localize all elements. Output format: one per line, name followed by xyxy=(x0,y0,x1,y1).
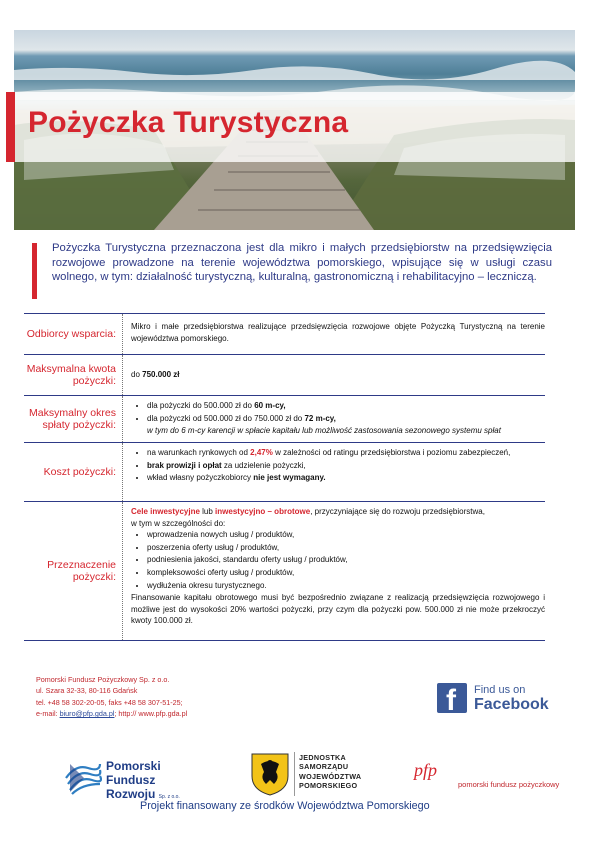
pomorskie-crest-icon xyxy=(250,752,290,796)
logo-divider xyxy=(294,752,295,796)
street-address: ul. Szara 32-33, 80-116 Gdańsk xyxy=(36,686,138,696)
contact-block xyxy=(36,674,187,720)
list-item: • poszerzenia oferty usług / produktów, xyxy=(147,542,545,554)
row-value xyxy=(125,502,545,640)
row-okres xyxy=(24,395,545,442)
page-title: Pożyczka Turystyczna xyxy=(28,106,349,139)
list-item: • kompleksowości oferty usług / produktów, xyxy=(147,567,545,579)
row-label: Przeznaczenie pożyczki: xyxy=(47,558,116,583)
odbiorcy-text: Mikro i małe przedsiębiorstwa realizujące przedsięwzięcia rozwojowe objęte Pożyczką Turystyczną na terenie województwa pomorskiego. xyxy=(131,322,545,343)
row-odbiorcy xyxy=(24,313,545,354)
facebook-f-glyph: f xyxy=(446,684,456,713)
facebook-name[interactable]: Facebook xyxy=(474,696,549,713)
row-przeznaczenie xyxy=(24,501,545,641)
przeznaczenie-intro: w tym w szczególności do: xyxy=(131,518,226,528)
row-label: Odbiorcy wsparcia: xyxy=(26,327,116,340)
pfr-logo-icon xyxy=(64,758,102,796)
row-value xyxy=(125,396,545,442)
koszt-list xyxy=(131,447,545,484)
list-item: • wprowadzenia nowych usług / produktów, xyxy=(147,529,545,541)
list-item: • wkład własny pożyczkobiorcy nie jest wymagany. xyxy=(147,472,545,484)
loan-details-table xyxy=(24,313,545,641)
row-value xyxy=(125,314,545,354)
row-value xyxy=(125,443,545,501)
list-item: • podniesienia jakości, standardu oferty usług / produktów, xyxy=(147,554,545,566)
project-funding-note: Projekt finansowany ze środków Województwa Pomorskiego xyxy=(140,800,430,812)
email-web: e-mail: biuro@pfp.gda.pl; http:// www.pfp.gda.pl xyxy=(36,709,188,719)
row-label: Koszt pożyczki: xyxy=(43,465,116,478)
list-item: • wydłużenia okresu turystycznego. xyxy=(147,580,545,592)
intro-accent-bar xyxy=(32,243,37,299)
phone-fax: tel. +48 58 302-20-05, faks +48 58 307-51-25; xyxy=(36,697,183,707)
intro-text: Pożyczka Turystyczna przeznaczona jest dla mikro i małych przedsiębiorstw na przedsięwzięcia rozwojowe prowadzone na terenie województwa pomorskiego, wpisujące się w usługi czasu wolnego, w tym: działalność turystyczną, kulturalną, gastronomiczną i rehabilitacyjno – leczniczą. xyxy=(52,242,552,284)
okres-note: w tym do 6 m-cy karencji w spłacie kapitału lub możliwość zastosowania sezonowego systemu spłat xyxy=(147,426,501,436)
pfp-name: pomorski fundusz pożyczkowy xyxy=(458,780,560,789)
title-accent-bar xyxy=(6,92,15,162)
przeznaczenie-note: Finansowanie kapitału obrotowego musi być bezpośrednio związane z realizacją przedsięwzięcia rozwojowego i możliwe jest do wysokości 20% wartości pożyczki, przy czym dla pożyczki pow. 500.000 zł nie może przekroczyć kwoty 100.000 zł. xyxy=(131,593,545,626)
row-label: Maksymalny okres spłaty pożyczki: xyxy=(29,406,116,431)
przeznaczenie-lead: Cele inwestycyjne lub inwestycyjno – obrotowe, przyczyniające się do rozwoju przedsiębiorstwa, xyxy=(131,507,485,516)
list-item: • dla pożyczki od 500.000 zł do 750.000 zł do 72 m-cy, xyxy=(147,413,545,425)
row-label: Maksymalna kwota pożyczki: xyxy=(26,362,116,387)
pfr-logo-text: Pomorski Fundusz Rozwoju Sp. z o.o. xyxy=(106,759,180,801)
list-item: • brak prowizji i opłat za udzielenie pożyczki, xyxy=(147,460,545,472)
row-koszt xyxy=(24,442,545,501)
przeznaczenie-list xyxy=(131,529,545,591)
row-kwota xyxy=(24,354,545,395)
kwota-prefix: do xyxy=(131,370,140,380)
website-link[interactable]: www.pfp.gda.pl xyxy=(138,709,188,719)
list-item: • na warunkach rynkowych od 2,47% w zależności od ratingu przedsiębiorstwa i poziomu zabezpieczeń, xyxy=(147,447,545,459)
company-name: Pomorski Fundusz Pożyczkowy Sp. z o.o. xyxy=(36,675,170,684)
kwota-value: 750.000 zł xyxy=(142,370,180,380)
email-link[interactable]: biuro@pfp.gda.pl xyxy=(59,709,115,719)
jsw-logo-text: JEDNOSTKA SAMORZĄDU WOJEWÓDZTWA POMORSKIEGO xyxy=(299,753,362,791)
list-item: • dla pożyczki do 500.000 zł do 60 m-cy, xyxy=(147,400,545,412)
pfp-logo-icon: pfp xyxy=(414,760,438,780)
facebook-find-text[interactable]: Find us on xyxy=(474,684,526,696)
okres-list xyxy=(131,400,545,424)
row-value xyxy=(125,355,545,395)
